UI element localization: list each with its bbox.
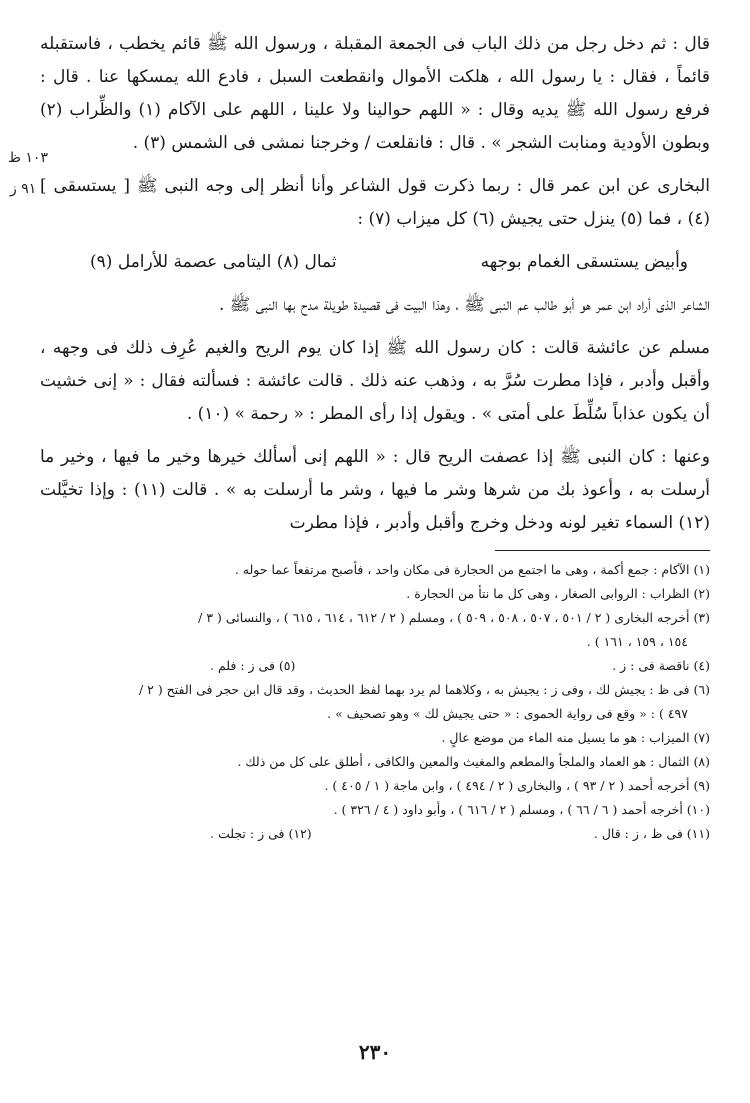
paragraph-ibn-umar: البخارى عن ابن عمر قال : ربما ذكرت قول الشاعر وأنا أنظر إلى وجه النبى ﷺ [ يستسقى ] (٤) ، فما (٥) ينزل حتى يجيش (٦) كل ميزاب (٧) :	[40, 176, 710, 229]
margin-folio-103: ١٠٣ ظ	[8, 150, 48, 166]
footnote-3: (٣) أخرجه البخارى ( ٢ / ٥٠١ ، ٥٠٧ ، ٥٠٨ ، ٥٠٩ ) ، ومسلم ( ٢ / ٦١٢ ، ٦١٤ ، ٦١٥ ) ، والنسائى ( ٣ /	[198, 610, 710, 625]
paragraph-poet-note: الشاعر الذى أراد ابن عمر هو أبو طالب عم النبى ﷺ ، وهذا البيت فى قصيدة طويلة مدح بها النبى ﷺ .	[219, 295, 710, 315]
poem-verse	[40, 246, 710, 279]
footnote-6: (٦) فى ظ : يجيش لك ، وفى ز : يجيش به ، وكلاهما لم يرد بهما لفظ الحديث ، وقد قال ابن حجر فى الفتح ( ٢ /	[138, 682, 710, 697]
footnote-3-continued: ١٥٤ ، ١٥٩ ، ١٦١ ) .	[586, 634, 688, 649]
page-content	[40, 28, 710, 847]
footnote-divider	[495, 550, 710, 551]
footnote-12: (١٢) فى ز : تجلت .	[210, 826, 312, 841]
footnote-10: (١٠) أخرجه أحمد ( ٦ / ٦٦ ) ، ومسلم ( ٢ / ٦١٦ ) ، وأبو داود ( ٤ / ٣٢٦ ) .	[333, 802, 710, 817]
footnote-8: (٨) الثمال : هو العماد والملجأ والمطعم والمغيث والمعين والكافى ، أطلق على كل من ذلك .	[237, 754, 710, 769]
footnote-9: (٩) أخرجه أحمد ( ٢ / ٩٣ ) ، والبخارى ( ٢ / ٤٩٤ ) ، وابن ماجة ( ١ / ٤٠٥ ) .	[324, 778, 710, 793]
footnote-7: (٧) الميزاب : هو ما يسيل منه الماء من موضع عالٍ .	[441, 730, 710, 745]
footnotes-4-5	[40, 655, 710, 677]
footnote-6-continued: ٤٩٧ ) : « وقع فى رواية الحموى : « حتى يجيش لك » وهو تصحيف » .	[327, 706, 688, 721]
margin-folio-91: ٩١ ز	[10, 181, 37, 197]
verse-second-hemistich: ثمال (٨) اليتامى عصمة للأرامل (٩)	[90, 252, 337, 272]
page-number: ٢٣٠	[358, 1040, 392, 1064]
footnotes	[40, 559, 710, 845]
verse-first-hemistich: وأبيض يستسقى الغمام بوجهه	[480, 252, 688, 272]
paragraph-rain-hadith: قال : ثم دخل رجل من ذلك الباب فى الجمعة المقبلة ، ورسول الله ﷺ قائم يخطب ، فاستقبله قائماً ، فقال : يا رسول الله ، هلكت الأموال وانقطعت السبل ، فادع الله يمسكها عنا . قال : فرفع رسول الله ﷺ يديه وقال : « اللهم حوالينا ولا علينا ، اللهم على الآكام (١) والظِّراب (٢) وبطون الأودية ومنابت الشجر » . قال : فانقلعت / وخرجنا نمشى فى الشمس (٣) .	[40, 34, 710, 153]
footnote-4: (٤) ناقصة فى : ز .	[612, 658, 710, 673]
paragraph-aisha-wind: مسلم عن عائشة قالت : كان رسول الله ﷺ إذا كان يوم الريح والغيم عُرِف ذلك فى وجهه ، وأقبل وأدبر ، فإذا مطرت سُرَّ به ، وذهب عنه ذلك . قالت عائشة : فسألته فقال : « إنى خشيت أن يكون عذاباً سُلِّطَ على أمتى » . ويقول إذا رأى المطر : « رحمة » (١٠) .	[40, 338, 710, 424]
paragraph-aisha-prayer: وعنها : كان النبى ﷺ إذا عصفت الريح قال : « اللهم إنى أسألك خيرها وخير ما فيها ، وخير ما أرسلت به ، وأعوذ بك من شرها وشر ما فيها ، وشر ما أرسلت به » . قالت (١١) : وإذا تخيَّلت (١٢) السماء تغير لونه ودخل وخرج وأقبل وأدبر ، فإذا مطرت	[40, 447, 711, 533]
footnote-11: (١١) فى ظ ، ز : قال .	[593, 826, 710, 841]
footnote-5: (٥) فى ز : فلم .	[210, 658, 296, 673]
main-text	[40, 28, 710, 540]
footnote-1: (١) الآكام : جمع أكمة ، وهى ما اجتمع من الحجارة فى مكان واحد ، فأصبح مرتفعاً عما حوله .	[234, 562, 710, 577]
footnote-2: (٢) الظراب : الروابى الصغار ، وهى كل ما نتأ من الحجارة .	[406, 586, 710, 601]
footnotes-11-12	[40, 823, 710, 845]
